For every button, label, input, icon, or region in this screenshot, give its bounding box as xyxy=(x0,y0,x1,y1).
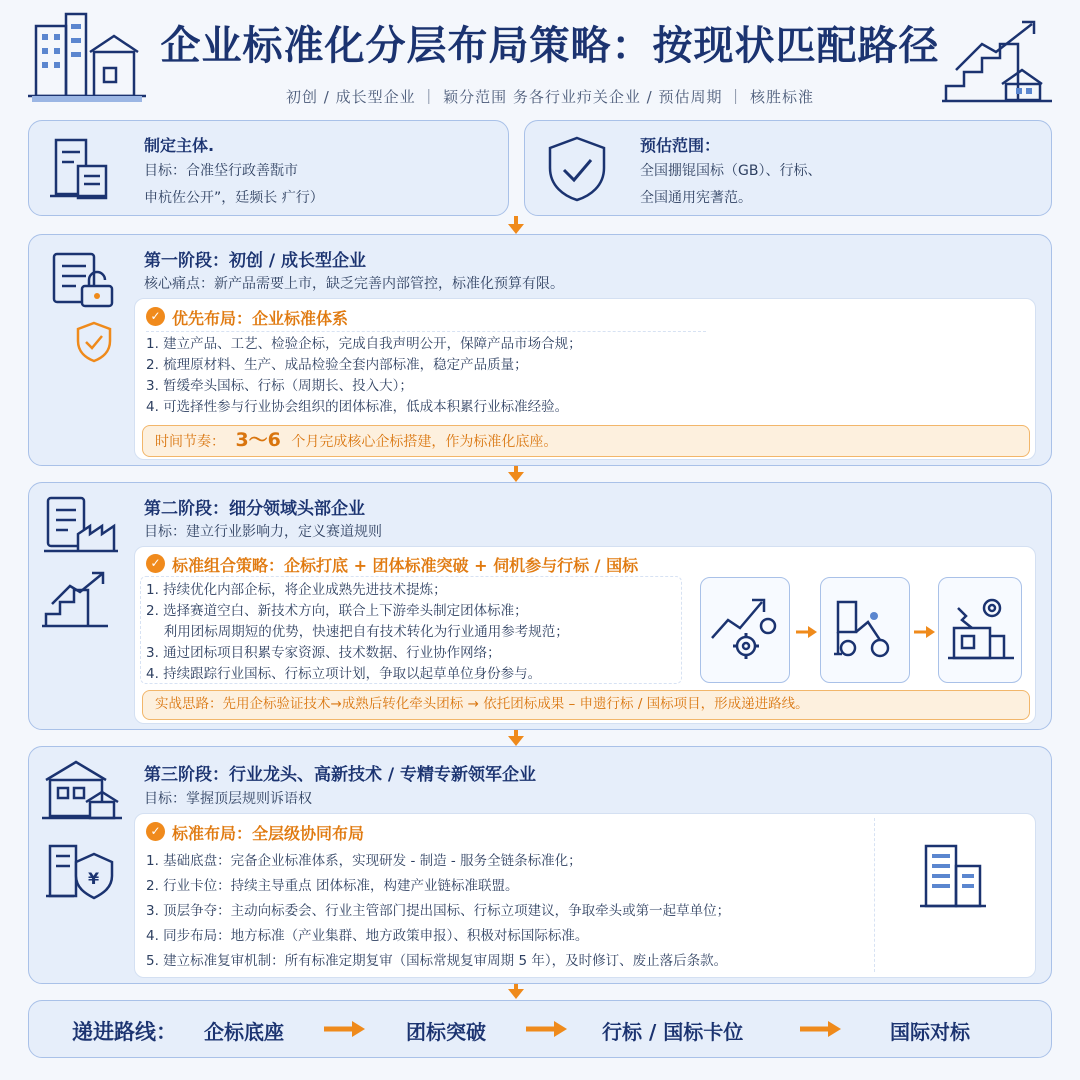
arrow-right-icon xyxy=(796,624,818,640)
stage2-item-1: 1. 持续优化内部企标，将企业成熟先进技术提炼； xyxy=(146,582,447,598)
stage3-box-title: 标准布局：全层级协同布局 xyxy=(172,824,365,843)
office-building-icon xyxy=(918,840,988,912)
top-left-line1: 目标：合准垈行政善翫市 xyxy=(144,163,298,179)
down-arrow-icon xyxy=(508,989,524,999)
stage1-item-1: 1. 建立产品、工艺、检验企标，完成自我声明公开，保障产品市场合规； xyxy=(146,336,582,352)
top-left-line2: 申杭佐公开”，廷频长 疒行） xyxy=(144,190,324,206)
institution-icon xyxy=(42,756,122,822)
stage1-note-suffix: 个月完成核心企标搭建，作为标准化底座。 xyxy=(291,434,558,450)
svg-text:¥: ¥ xyxy=(88,869,100,888)
stage3-item-1: 1. 基础底盘：完备企业标准体系，实现研发 - 制造 - 服务全链条标准化； xyxy=(146,853,582,869)
stage3-title: 第三阶段：行业龙头、高新技术 / 专精专新领军企业 xyxy=(144,765,537,785)
path-step-2: 团标突破 xyxy=(406,1020,486,1044)
top-left-title: 制定主体. xyxy=(144,136,215,155)
building-shield-icon xyxy=(44,836,116,902)
page-title: 企业标准化分层布局策略：按现状匹配路径 xyxy=(160,23,940,69)
stage1-item-3: 3. 暂缓牵头国标、行标（周期长、投入大）； xyxy=(146,378,413,394)
down-arrow-icon xyxy=(508,224,524,234)
stage1-note-big: 3～6 xyxy=(235,429,281,451)
stage1-subtitle: 核心痛点：新产品需要上市，缺乏完善内部管控，标准化预算有限。 xyxy=(144,276,564,292)
down-arrow-icon xyxy=(508,472,524,482)
stage1-note-prefix: 时间节奏： xyxy=(155,434,225,450)
stage3-item-2: 2. 行业卡位：持续主导重点 团体标准，构建产业链标准联盟。 xyxy=(146,878,519,894)
down-arrow-icon xyxy=(508,736,524,746)
path-step-4: 国际对标 xyxy=(890,1020,970,1044)
stage1-title: 第一阶段：初创 / 成长型企业 xyxy=(144,251,367,271)
stage1-box-title: 优先布局：企业标准体系 xyxy=(172,309,349,328)
stage2-item-4: 4. 持续跟踪行业国标、行标立项计划，争取以起草单位身份参与。 xyxy=(146,666,542,682)
chart-gear-icon xyxy=(706,588,784,668)
stage3-item-3: 3. 顶层争夺：主动向标委会、行业主管部门提出国标、行标立项建议，争取牵头或第一起草单位； xyxy=(146,903,731,919)
buildings-icon xyxy=(28,12,146,102)
stage1-item-2: 2. 梳理原材料、生产、成品检验全套内部标准，稳定产品质量； xyxy=(146,357,528,373)
check-icon: ✓ xyxy=(146,307,165,326)
top-right-title: 预估范围： xyxy=(640,136,721,155)
arrow-right-icon xyxy=(800,1020,842,1038)
arrow-right-icon xyxy=(914,624,936,640)
stage1-item-4: 4. 可选择性参与行业协会组织的团体标准，低成本积累行业标准经验。 xyxy=(146,399,569,415)
stage2-item-3: 3. 通过团标项目积累专家资源、技术数据、行业协作网络； xyxy=(146,645,501,661)
document-lock-icon xyxy=(48,250,118,312)
stage2-title: 第二阶段：细分领域头部企业 xyxy=(144,499,365,519)
check-icon: ✓ xyxy=(146,822,165,841)
stage1-note xyxy=(142,425,1030,457)
shield-check-icon xyxy=(544,134,610,204)
page-subtitle: 初创 / 成长型企业 ｜ 颖分范围 务各行业疖关企业 / 预估周期 ｜ 核胜标淮 xyxy=(285,88,815,106)
arrow-right-icon xyxy=(526,1020,568,1038)
stage2-item-2b: 利用团标周期短的优势，快速把自有技术转化为行业通用参考规范； xyxy=(146,624,569,640)
machine-gear-icon xyxy=(944,590,1018,666)
document-icon xyxy=(48,134,118,204)
path-label: 递进路线： xyxy=(72,1020,177,1044)
growth-stairs-icon xyxy=(42,568,112,628)
stage2-note: 实战思路：先用企标验证技术→成熟后转化牵头团标 → 依托团标成果 – 申遗行标 / 国标项目，形成递进路线。 xyxy=(142,690,1030,720)
stage2-item-2: 2. 选择赛道空白、新技术方向，联合上下游牵头制定团体标准； xyxy=(146,603,528,619)
forklift-icon xyxy=(828,592,902,666)
check-icon: ✓ xyxy=(146,554,165,573)
stage2-box-title: 标准组合策略：企标打底 + 团体标准突破 + 伺机参与行标 / 国标 xyxy=(172,556,639,575)
stage2-subtitle: 目标：建立行业影响力，定义赛道规则 xyxy=(144,524,382,540)
path-step-3: 行标 / 国标卡位 xyxy=(602,1020,744,1044)
document-factory-icon xyxy=(42,494,120,556)
stairs-growth-icon xyxy=(942,14,1052,104)
stage3-item-5: 5. 建立标准复审机制：所有标准定期复审（国标常规复审周期 5 年），及时修订、废止落后条款。 xyxy=(146,953,728,969)
stage3-item-4: 4. 同步布局：地方标准（产业集群、地方政策申报）、积极对标国际标准。 xyxy=(146,928,589,944)
top-right-line2: 全国通用宪蓍范。 xyxy=(640,190,752,206)
stage3-subtitle: 目标：掌握顶层规则诉语权 xyxy=(144,791,312,807)
top-right-line1: 全国掤锟国标（GB）、行标、 xyxy=(640,163,822,179)
arrow-right-icon xyxy=(324,1020,366,1038)
shield-check-icon xyxy=(74,320,114,364)
path-step-1: 企标底座 xyxy=(204,1020,284,1044)
